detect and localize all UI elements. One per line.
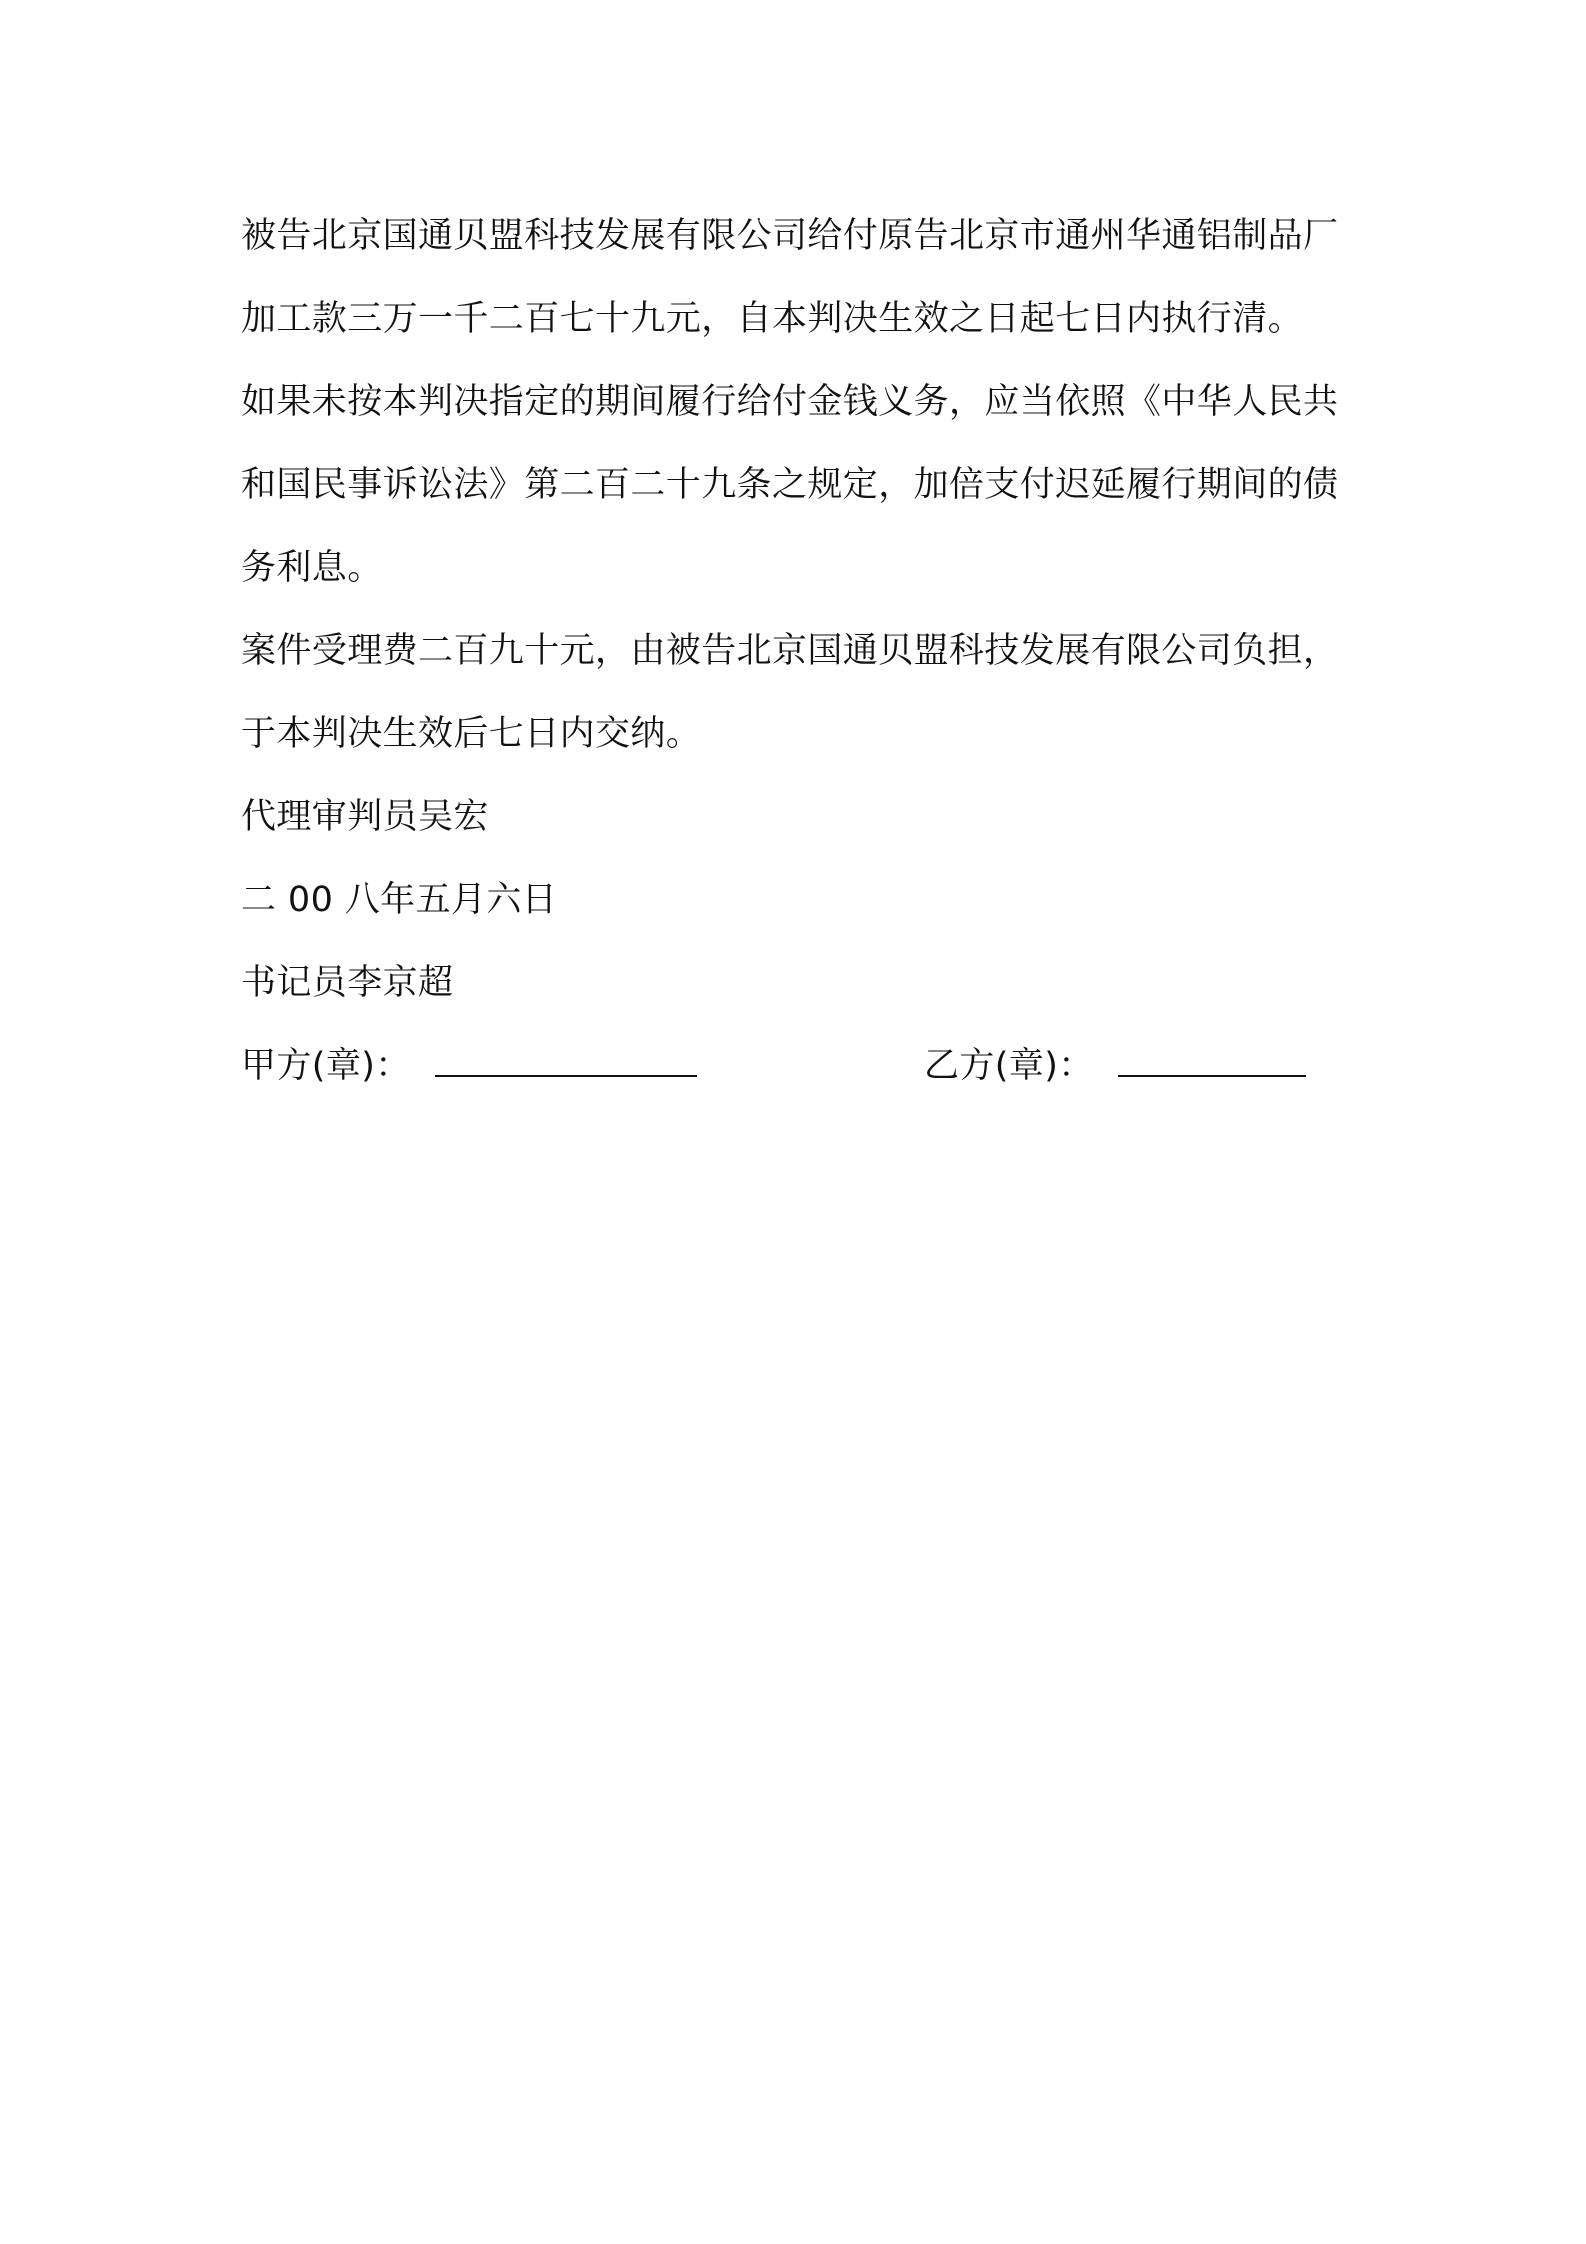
- party-b-seal: [924, 1025, 1306, 1108]
- party-a-signature-line: [435, 1049, 697, 1077]
- judge-signature: 代理审判员吴宏: [241, 797, 489, 837]
- paragraph-judgment: 被告北京国通贝盟科技发展有限公司给付原告北京市通州华通铝制品厂加工款三万一千二百七十九元，自本判决生效之日起七日内执行清。: [241, 216, 1339, 339]
- paragraph-late-performance: 如果未按本判决指定的期间履行给付金钱义务，应当依照《中华人民共和国民事诉讼法》第二百二十九条之规定，加倍支付迟延履行期间的债务利息。: [241, 382, 1339, 588]
- paragraph-case-fee: 案件受理费二百九十元，由被告北京国通贝盟科技发展有限公司负担，于本判决生效后七日内交纳。: [241, 631, 1339, 754]
- party-a-seal: [241, 1025, 697, 1108]
- clerk-signature: 书记员李京超: [241, 963, 454, 1003]
- judgment-date: 二 00 八年五月六日: [241, 880, 558, 920]
- document-body: [241, 195, 1361, 1108]
- party-a-label: 甲方(章)：: [241, 1046, 411, 1086]
- seal-row: [241, 1025, 1361, 1108]
- party-b-label: 乙方(章)：: [924, 1046, 1094, 1086]
- party-b-signature-line: [1118, 1049, 1306, 1077]
